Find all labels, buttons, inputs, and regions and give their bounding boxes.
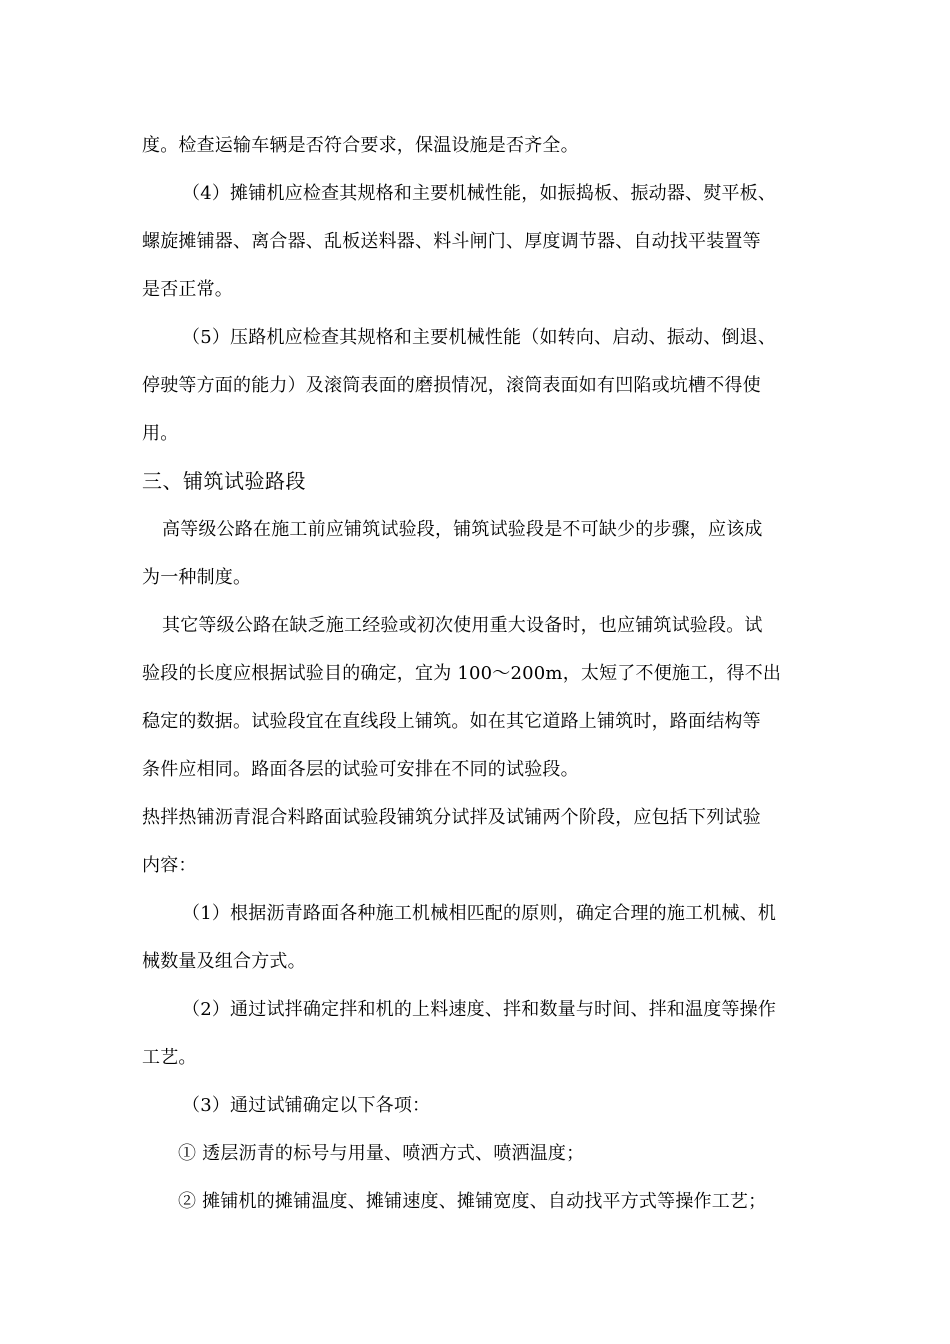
item-2-line-2: 工艺。 (142, 1047, 197, 1068)
paragraph-2-line-3: 稳定的数据。试验段宜在直线段上铺筑。如在其它道路上铺筑时，路面结构等 (142, 711, 761, 732)
paragraph-3-line-1: 热拌热铺沥青混合料路面试验段铺筑分试拌及试铺两个阶段，应包括下列试验 (142, 807, 761, 828)
paragraph-3-line-2: 内容： (142, 855, 197, 876)
subitem-2-line: ② 摊铺机的摊铺温度、摊铺速度、摊铺宽度、自动找平方式等操作工艺； (178, 1191, 767, 1212)
item-4-line-3: 是否正常。 (142, 279, 233, 300)
paragraph-2-line-4: 条件应相同。路面各层的试验可安排在不同的试验段。 (142, 759, 579, 780)
paragraph-2-line-1: 其它等级公路在缺乏施工经验或初次使用重大设备时，也应铺筑试验段。试 (162, 615, 763, 636)
paragraph-1-line-2: 为一种制度。 (142, 567, 252, 588)
item-3-line-1: （3）通过试铺确定以下各项： (182, 1095, 431, 1116)
paragraph-line: 度。检查运输车辆是否符合要求，保温设施是否齐全。 (142, 135, 579, 156)
item-5-line-3: 用。 (142, 423, 179, 444)
subitem-1-line: ① 透层沥青的标号与用量、喷洒方式、喷洒温度； (178, 1143, 585, 1164)
item-4-line-1: （4）摊铺机应检查其规格和主要机械性能，如振捣板、振动器、熨平板、 (182, 183, 777, 204)
item-5-line-2: 停驶等方面的能力）及滚筒表面的磨损情况，滚筒表面如有凹陷或坑槽不得使 (142, 375, 761, 396)
paragraph-1-line-1: 高等级公路在施工前应铺筑试验段，铺筑试验段是不可缺少的步骤，应该成 (162, 519, 763, 540)
item-1-line-1: （1）根据沥青路面各种施工机械相匹配的原则，确定合理的施工机械、机 (182, 903, 777, 924)
section-heading: 三、铺筑试验路段 (142, 469, 306, 493)
paragraph-2-line-2: 验段的长度应根据试验目的确定，宜为 100～200m，太短了不便施工，得不出 (142, 663, 782, 684)
item-2-line-1: （2）通过试拌确定拌和机的上料速度、拌和数量与时间、拌和温度等操作 (182, 999, 777, 1020)
item-4-line-2: 螺旋摊铺器、离合器、乱板送料器、料斗闸门、厚度调节器、自动找平装置等 (142, 231, 761, 252)
item-5-line-1: （5）压路机应检查其规格和主要机械性能（如转向、启动、振动、倒退、 (182, 327, 777, 348)
item-1-line-2: 械数量及组合方式。 (142, 951, 306, 972)
